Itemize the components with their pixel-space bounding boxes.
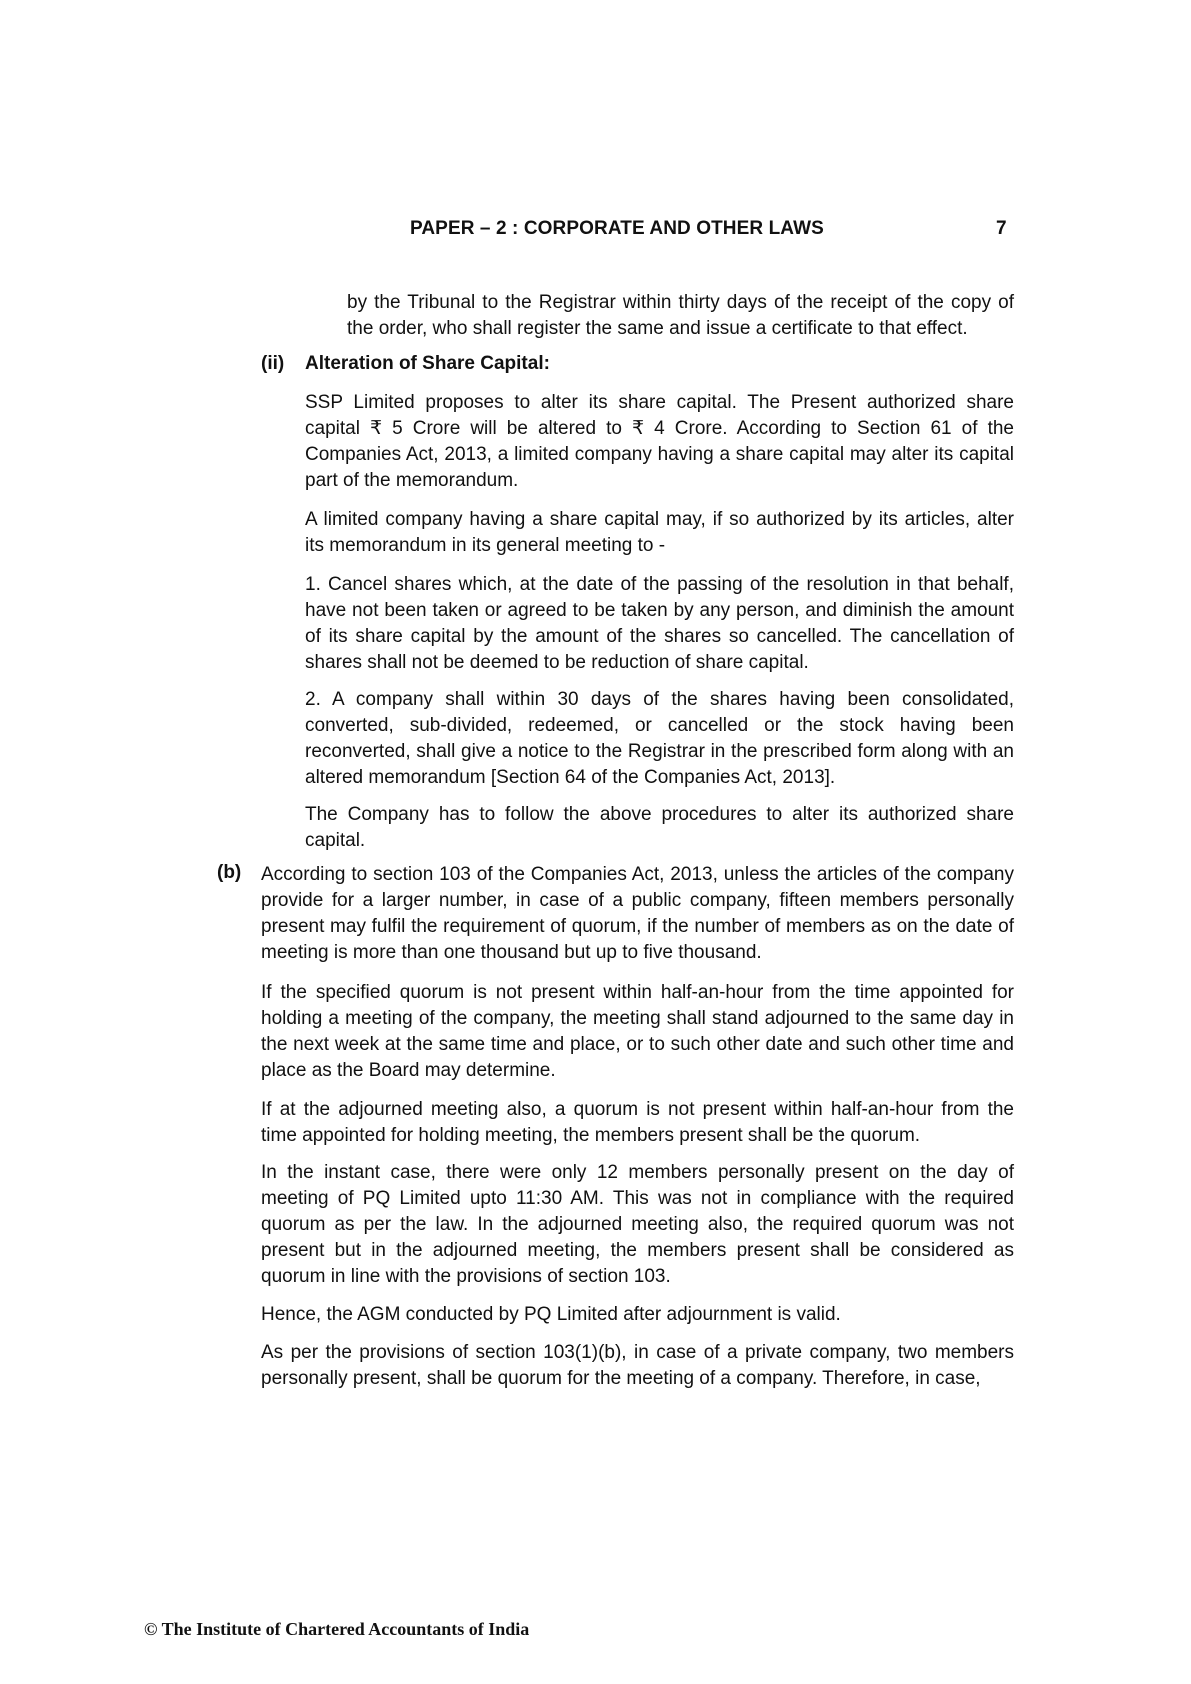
section-b-paragraph-3: If at the adjourned meeting also, a quorum is not present within half-an-hour from the time appointed for holding meeting, the members present shall be the quorum. <box>261 1099 1014 1146</box>
section-ii-paragraph-4: 2. A company shall within 30 days of the shares having been consolidated, converted, sub-divided, redeemed, or cancelled or the stock having been reconverted, shall give a notice to the Registrar in the prescribed form along with an altered memorandum [Section 64 of the Companies Act, 2013]. <box>305 689 1014 788</box>
section-ii-paragraph-1: SSP Limited proposes to alter its share capital. The Present authorized share capital ₹ 5 Crore will be altered to ₹ 4 Crore. According to Section 61 of the Companies Act, 2013, a limited company having a share capital may alter its capital part of the memorandum. <box>305 392 1014 491</box>
section-ii-heading: Alteration of Share Capital: <box>305 353 550 374</box>
continuation-paragraph: by the Tribunal to the Registrar within thirty days of the receipt of the copy of the order, who shall register the same and issue a certificate to that effect. <box>347 292 1014 339</box>
section-ii-paragraph-2: A limited company having a share capital may, if so authorized by its articles, alter its memorandum in its general meeting to - <box>305 509 1014 556</box>
section-ii-label: (ii) <box>261 353 285 374</box>
footer-copyright: © The Institute of Chartered Accountants of India <box>144 1619 530 1639</box>
section-b-paragraph-6: As per the provisions of section 103(1)(b), in case of a private company, two members personally present, shall be quorum for the meeting of a company. Therefore, in case, <box>261 1342 1014 1389</box>
section-b-paragraph-2: If the specified quorum is not present within half-an-hour from the time appointed for holding a meeting of the company, the meeting shall stand adjourned to the same day in the next week at the same time and place, or to such other date and such other time and place as the Board may determine. <box>261 982 1014 1081</box>
page-number: 7 <box>996 218 1007 239</box>
page-header-title: PAPER – 2 : CORPORATE AND OTHER LAWS <box>410 218 824 239</box>
section-ii-paragraph-3: 1. Cancel shares which, at the date of the passing of the resolution in that behalf, have not been taken or agreed to be taken by any person, and diminish the amount of its share capital by the amount of the shares so cancelled. The cancellation of shares shall not be deemed to be reduction of share capital. <box>305 574 1014 673</box>
section-b-paragraph-4: In the instant case, there were only 12 members personally present on the day of meeting of PQ Limited upto 11:30 AM. This was not in compliance with the required quorum as per the law. In the adjourned meeting also, the required quorum was not present but in the adjourned meeting, the members present shall be considered as quorum in line with the provisions of section 103. <box>261 1162 1014 1287</box>
section-b-label: (b) <box>217 862 242 883</box>
section-b-paragraph-5: Hence, the AGM conducted by PQ Limited after adjournment is valid. <box>261 1304 841 1325</box>
section-ii-paragraph-5: The Company has to follow the above procedures to alter its authorized share capital. <box>305 804 1014 851</box>
section-b-paragraph-1: According to section 103 of the Companies Act, 2013, unless the articles of the company provide for a larger number, in case of a public company, fifteen members personally present may fulfil the requirement of quorum, if the number of members as on the date of meeting is more than one thousand but up to five thousand. <box>261 864 1014 963</box>
